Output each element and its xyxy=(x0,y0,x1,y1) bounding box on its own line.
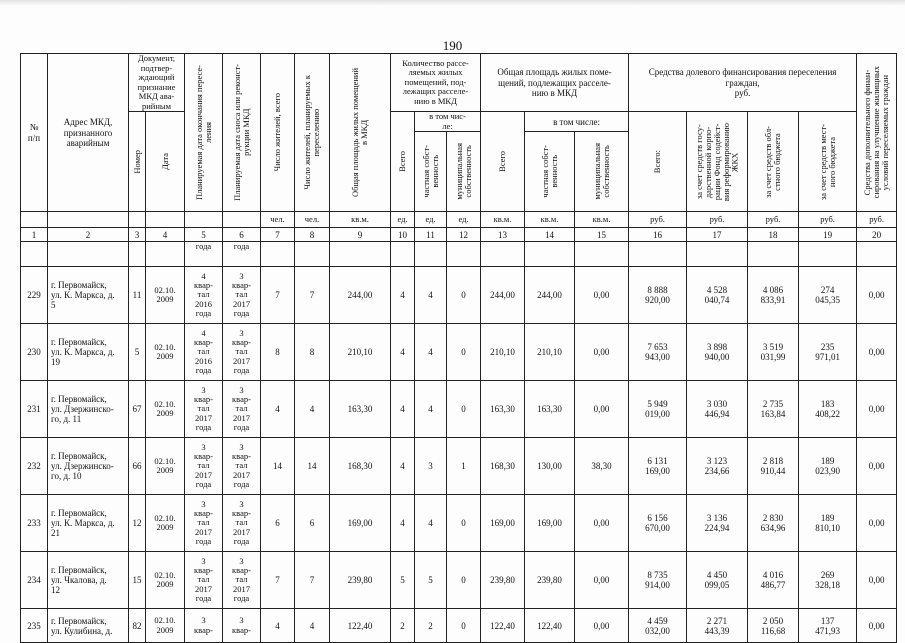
doc-date-cell: 02.10. 2009 xyxy=(146,324,185,381)
header-area-total: Всего xyxy=(481,112,525,212)
column-number: 4 xyxy=(146,228,185,242)
total-area-cell: 163,30 xyxy=(330,381,391,438)
residents-cell: 7 xyxy=(261,267,295,324)
unit-cell: руб. xyxy=(629,212,687,228)
area-municipal-cell: 0,00 xyxy=(575,267,629,324)
planned-end-cell: 4 квар- тал 2016 года xyxy=(185,267,223,324)
extra-funds-cell: 0,00 xyxy=(857,381,897,438)
column-number: 10 xyxy=(391,228,415,242)
header-funds-local: за счет средств мест- ного бюджета xyxy=(799,112,857,212)
total-area-cell: 122,40 xyxy=(330,609,391,643)
column-number: 20 xyxy=(857,228,897,242)
header-row-2 xyxy=(21,112,897,132)
funds-region-cell: 2 818 910,44 xyxy=(748,438,799,495)
header-funds-region: за счет средств обл- стного бюджета xyxy=(748,112,799,212)
area-municipal-cell: 0,00 xyxy=(575,324,629,381)
header-residents: Число жителей, всего xyxy=(261,54,295,212)
column-number: 14 xyxy=(525,228,575,242)
continuation-row xyxy=(21,242,897,267)
residents-planned-cell: 4 xyxy=(295,381,330,438)
planned-end-cell: 3 квар- тал 2017 года xyxy=(185,552,223,609)
area-total-cell: 168,30 xyxy=(481,438,525,495)
funds-total-cell: 8 735 914,00 xyxy=(629,552,687,609)
funds-total-cell: 4 459 032,00 xyxy=(629,609,687,643)
funds-fund-cell: 3 030 446,94 xyxy=(687,381,748,438)
extra-funds-cell: 0,00 xyxy=(857,324,897,381)
relocation-table xyxy=(20,53,897,643)
area-private-cell: 244,00 xyxy=(525,267,575,324)
rooms-municipal-cell: 0 xyxy=(447,609,481,643)
funds-region-cell: 2 050 116,68 xyxy=(748,609,799,643)
extra-funds-cell: 0,00 xyxy=(857,552,897,609)
residents-cell: 14 xyxy=(261,438,295,495)
address-cell: г. Первомайск, ул. К. Маркса, д. 5 xyxy=(48,267,129,324)
header-planned-end: Планируемая дата окончания пересе- ления xyxy=(185,54,223,212)
header-area-private: частная собст- венность xyxy=(525,132,575,212)
rooms-total-cell: 4 xyxy=(391,324,415,381)
residents-planned-cell: 7 xyxy=(295,552,330,609)
planned-demolition-cell: 3 квар- тал 2017 года xyxy=(223,324,261,381)
area-total-cell: 163,30 xyxy=(481,381,525,438)
funds-fund-cell: 3 123 234,66 xyxy=(687,438,748,495)
unit-cell: ед. xyxy=(391,212,415,228)
residents-planned-cell: 7 xyxy=(295,267,330,324)
area-private-cell: 163,30 xyxy=(525,381,575,438)
doc-number-cell: 66 xyxy=(129,438,146,495)
funds-total-cell: 6 131 169,00 xyxy=(629,438,687,495)
continuation-planned-end: года xyxy=(185,242,223,267)
planned-end-cell: 3 квар- тал 2017 года xyxy=(185,495,223,552)
residents-cell: 7 xyxy=(261,552,295,609)
funds-local-cell: 137 471,93 xyxy=(799,609,857,643)
unit-cell: руб. xyxy=(799,212,857,228)
rooms-private-cell: 2 xyxy=(415,609,447,643)
row-number: 234 xyxy=(21,552,48,609)
continuation-planned-demolition: года xyxy=(223,242,261,267)
extra-funds-cell: 0,00 xyxy=(857,609,897,643)
header-residents-planned: Число жителей, планируемых к переселению xyxy=(295,54,330,212)
doc-number-cell: 15 xyxy=(129,552,146,609)
doc-date-cell: 02.10. 2009 xyxy=(146,267,185,324)
total-area-cell: 239,80 xyxy=(330,552,391,609)
rooms-private-cell: 4 xyxy=(415,381,447,438)
rooms-private-cell: 5 xyxy=(415,552,447,609)
planned-end-cell: 4 квар- тал 2016 года xyxy=(185,324,223,381)
rooms-private-cell: 3 xyxy=(415,438,447,495)
header-funds-total: Всего: xyxy=(629,112,687,212)
rooms-municipal-cell: 1 xyxy=(447,438,481,495)
column-number: 11 xyxy=(415,228,447,242)
total-area-cell: 210,10 xyxy=(330,324,391,381)
funds-fund-cell: 4 450 099,05 xyxy=(687,552,748,609)
row-number: 231 xyxy=(21,381,48,438)
address-cell: г. Первомайск, ул. Чкалова, д. 12 xyxy=(48,552,129,609)
funds-local-cell: 269 328,18 xyxy=(799,552,857,609)
header-row-1 xyxy=(21,54,897,112)
funds-fund-cell: 3 136 224,94 xyxy=(687,495,748,552)
rooms-total-cell: 4 xyxy=(391,495,415,552)
column-number: 6 xyxy=(223,228,261,242)
row-number: 232 xyxy=(21,438,48,495)
column-number: 19 xyxy=(799,228,857,242)
doc-number-cell: 11 xyxy=(129,267,146,324)
table-row xyxy=(21,324,897,381)
doc-date-cell: 02.10. 2009 xyxy=(146,495,185,552)
address-cell: г. Первомайск, ул. Кулибина, д. xyxy=(48,609,129,643)
table-row xyxy=(21,438,897,495)
header-doc-number: Номер xyxy=(129,112,146,212)
header-planned-demolition: Планируемая дата сноса или реконст- рукции МКД xyxy=(223,54,261,212)
extra-funds-cell: 0,00 xyxy=(857,495,897,552)
rooms-municipal-cell: 0 xyxy=(447,381,481,438)
unit-cell: ед. xyxy=(415,212,447,228)
unit-cell: руб. xyxy=(748,212,799,228)
column-number: 5 xyxy=(185,228,223,242)
column-number: 16 xyxy=(629,228,687,242)
address-cell: г. Первомайск, ул. К. Маркса, д. 21 xyxy=(48,495,129,552)
area-total-cell: 244,00 xyxy=(481,267,525,324)
doc-number-cell: 12 xyxy=(129,495,146,552)
total-area-cell: 244,00 xyxy=(330,267,391,324)
unit-cell: чел. xyxy=(261,212,295,228)
residents-planned-cell: 6 xyxy=(295,495,330,552)
funds-region-cell: 3 519 031,99 xyxy=(748,324,799,381)
funds-local-cell: 274 045,35 xyxy=(799,267,857,324)
area-municipal-cell: 0,00 xyxy=(575,609,629,643)
funds-fund-cell: 4 528 040,74 xyxy=(687,267,748,324)
unit-cell: кв.м. xyxy=(481,212,525,228)
header-extra-funds: Средства дополнительного финан- сирования на улучшение жилищных условий переселяемых граждан xyxy=(857,54,897,212)
planned-end-cell: 3 квар- xyxy=(185,609,223,643)
unit-cell: кв.м. xyxy=(330,212,391,228)
doc-number-cell: 5 xyxy=(129,324,146,381)
header-area-block: Общая площадь жилых поме- щений, подлежащих расселе- нию в МКД xyxy=(481,54,629,112)
row-number: 235 xyxy=(21,609,48,643)
rooms-total-cell: 4 xyxy=(391,267,415,324)
rooms-municipal-cell: 0 xyxy=(447,495,481,552)
funds-fund-cell: 3 898 940,00 xyxy=(687,324,748,381)
address-cell: г. Первомайск, ул. Дзержинско- го, д. 11 xyxy=(48,381,129,438)
funds-fund-cell: 2 271 443,39 xyxy=(687,609,748,643)
rooms-municipal-cell: 0 xyxy=(447,324,481,381)
rooms-total-cell: 5 xyxy=(391,552,415,609)
planned-demolition-cell: 3 квар- тал 2017 года xyxy=(223,438,261,495)
funds-local-cell: 235 971,01 xyxy=(799,324,857,381)
funds-region-cell: 4 086 833,91 xyxy=(748,267,799,324)
residents-cell: 4 xyxy=(261,381,295,438)
header-funds-block: Средства долевого финансирования переселения граждан, руб. xyxy=(629,54,857,112)
column-number: 15 xyxy=(575,228,629,242)
header-address: Адрес МКД, признанного аварийным xyxy=(48,54,129,212)
header-funds-fund: за счет средств госу- дарственной корпо- рации Фонд содейст- вия реформированию ЖКХ xyxy=(687,112,748,212)
column-number: 13 xyxy=(481,228,525,242)
column-number: 9 xyxy=(330,228,391,242)
header-num: № п/п xyxy=(21,54,48,212)
residents-cell: 6 xyxy=(261,495,295,552)
doc-date-cell: 02.10. 2009 xyxy=(146,609,185,643)
unit-cell: ед. xyxy=(447,212,481,228)
residents-cell: 4 xyxy=(261,609,295,643)
extra-funds-cell: 0,00 xyxy=(857,438,897,495)
area-total-cell: 122,40 xyxy=(481,609,525,643)
scan-top-edge xyxy=(0,0,905,6)
column-number: 17 xyxy=(687,228,748,242)
unit-cell: руб. xyxy=(687,212,748,228)
doc-number-cell: 67 xyxy=(129,381,146,438)
funds-total-cell: 5 949 019,00 xyxy=(629,381,687,438)
header-area-incl: в том числе: xyxy=(525,112,629,132)
doc-date-cell: 02.10. 2009 xyxy=(146,438,185,495)
table-row xyxy=(21,495,897,552)
header-rooms-municipal: муниципальная собственность xyxy=(447,132,481,212)
row-number: 233 xyxy=(21,495,48,552)
area-total-cell: 210,10 xyxy=(481,324,525,381)
rooms-private-cell: 4 xyxy=(415,495,447,552)
table-row xyxy=(21,609,897,643)
column-number: 7 xyxy=(261,228,295,242)
table-row xyxy=(21,381,897,438)
column-number: 2 xyxy=(48,228,129,242)
column-number-row xyxy=(21,228,897,242)
residents-cell: 8 xyxy=(261,324,295,381)
planned-end-cell: 3 квар- тал 2017 года xyxy=(185,438,223,495)
column-number: 8 xyxy=(295,228,330,242)
funds-total-cell: 8 888 920,00 xyxy=(629,267,687,324)
column-number: 18 xyxy=(748,228,799,242)
unit-cell: кв.м. xyxy=(575,212,629,228)
planned-demolition-cell: 3 квар- тал 2017 года xyxy=(223,552,261,609)
planned-demolition-cell: 3 квар- тал 2017 года xyxy=(223,267,261,324)
funds-local-cell: 189 810,10 xyxy=(799,495,857,552)
header-doc-date: Дата xyxy=(146,112,185,212)
rooms-municipal-cell: 0 xyxy=(447,267,481,324)
header-document: Документ, подтвер- ждающий признание МКД ава- рийным xyxy=(129,54,185,112)
rooms-total-cell: 2 xyxy=(391,609,415,643)
header-total-area: Общая площадь жилых помещений в МКД xyxy=(330,54,391,212)
address-cell: г. Первомайск, ул. К. Маркса, д. 19 xyxy=(48,324,129,381)
area-private-cell: 239,80 xyxy=(525,552,575,609)
residents-planned-cell: 14 xyxy=(295,438,330,495)
funds-local-cell: 183 408,22 xyxy=(799,381,857,438)
row-number: 230 xyxy=(21,324,48,381)
funds-total-cell: 6 156 670,00 xyxy=(629,495,687,552)
funds-local-cell: 189 023,90 xyxy=(799,438,857,495)
rooms-private-cell: 4 xyxy=(415,324,447,381)
total-area-cell: 168,30 xyxy=(330,438,391,495)
header-rooms-total: Всего xyxy=(391,112,415,212)
residents-planned-cell: 4 xyxy=(295,609,330,643)
funds-region-cell: 2 735 163,84 xyxy=(748,381,799,438)
doc-number-cell: 82 xyxy=(129,609,146,643)
funds-total-cell: 7 653 943,00 xyxy=(629,324,687,381)
area-total-cell: 169,00 xyxy=(481,495,525,552)
rooms-total-cell: 4 xyxy=(391,438,415,495)
area-private-cell: 169,00 xyxy=(525,495,575,552)
area-private-cell: 210,10 xyxy=(525,324,575,381)
row-number: 229 xyxy=(21,267,48,324)
table-row xyxy=(21,267,897,324)
planned-end-cell: 3 квар- тал 2017 года xyxy=(185,381,223,438)
extra-funds-cell: 0,00 xyxy=(857,267,897,324)
doc-date-cell: 02.10. 2009 xyxy=(146,381,185,438)
doc-date-cell: 02.10. 2009 xyxy=(146,552,185,609)
unit-cell: кв.м. xyxy=(525,212,575,228)
column-number: 12 xyxy=(447,228,481,242)
area-private-cell: 122,40 xyxy=(525,609,575,643)
units-row xyxy=(21,212,897,228)
planned-demolition-cell: 3 квар- тал 2017 года xyxy=(223,381,261,438)
area-municipal-cell: 0,00 xyxy=(575,552,629,609)
header-rooms-private: частная собст- венность xyxy=(415,132,447,212)
address-cell: г. Первомайск, ул. Дзержинско- го, д. 10 xyxy=(48,438,129,495)
area-municipal-cell: 38,30 xyxy=(575,438,629,495)
header-area-municipal: муниципальная собственность xyxy=(575,132,629,212)
column-number: 3 xyxy=(129,228,146,242)
rooms-total-cell: 4 xyxy=(391,381,415,438)
residents-planned-cell: 8 xyxy=(295,324,330,381)
total-area-cell: 169,00 xyxy=(330,495,391,552)
column-number: 1 xyxy=(21,228,48,242)
area-municipal-cell: 0,00 xyxy=(575,495,629,552)
planned-demolition-cell: 3 квар- xyxy=(223,609,261,643)
area-total-cell: 239,80 xyxy=(481,552,525,609)
funds-region-cell: 2 830 634,96 xyxy=(748,495,799,552)
data-rows xyxy=(21,267,897,643)
funds-region-cell: 4 016 486,77 xyxy=(748,552,799,609)
area-municipal-cell: 0,00 xyxy=(575,381,629,438)
rooms-municipal-cell: 0 xyxy=(447,552,481,609)
unit-cell: чел. xyxy=(295,212,330,228)
page-number: 190 xyxy=(442,38,463,53)
header-rooms-count: Количество рассе- ляемых жилых помещений, под- лежащих расселе- нию в МКД xyxy=(391,54,481,112)
area-private-cell: 130,00 xyxy=(525,438,575,495)
header-rooms-incl: в том чис- ле: xyxy=(415,112,481,132)
table-row xyxy=(21,552,897,609)
planned-demolition-cell: 3 квар- тал 2017 года xyxy=(223,495,261,552)
rooms-private-cell: 4 xyxy=(415,267,447,324)
unit-cell: руб. xyxy=(857,212,897,228)
